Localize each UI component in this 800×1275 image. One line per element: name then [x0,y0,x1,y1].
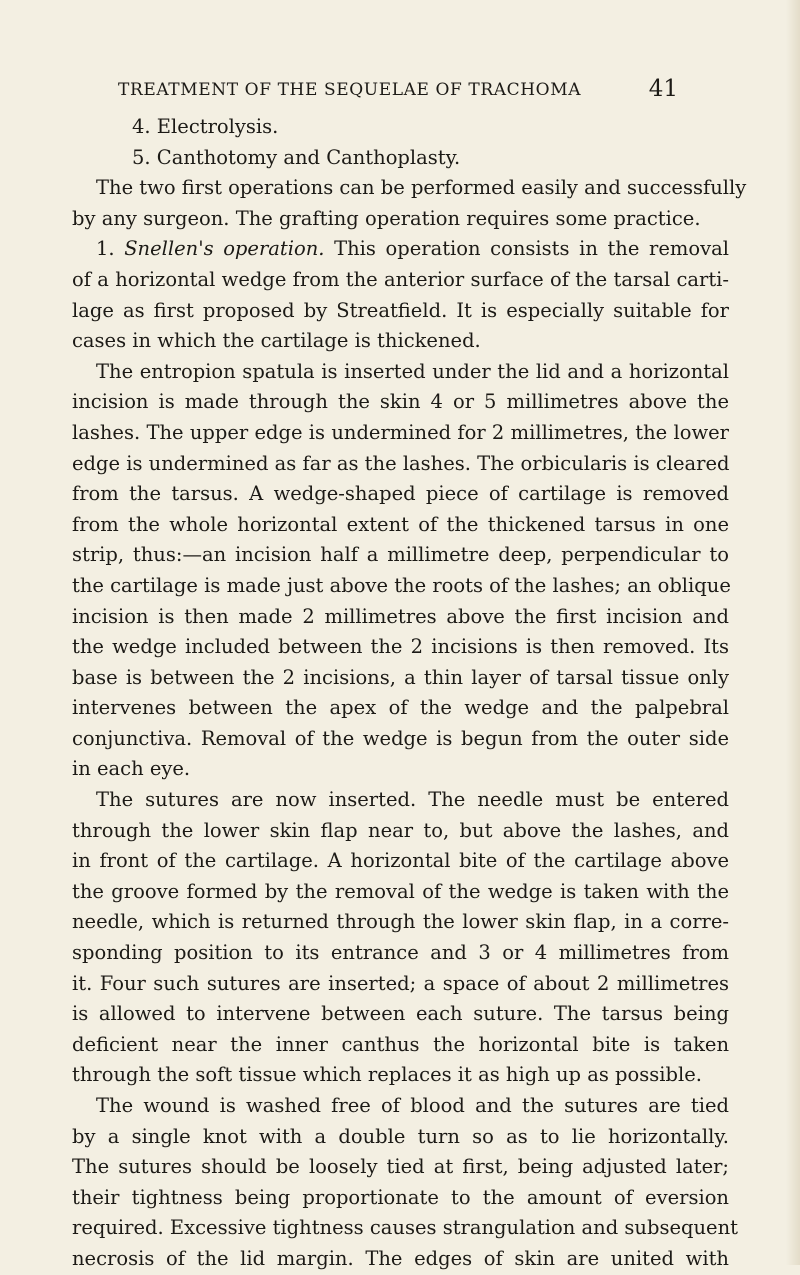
paragraph-line: strip, thus:—an incision half a millimetre deep, perpendicular to [72,543,729,567]
paragraph-line: incision is made through the skin 4 or 5 millimetres above the [72,390,729,414]
paragraph-line: it. Four such sutures are inserted; a space of about 2 millimetres [72,971,729,995]
page-edge-shading [786,0,800,1265]
list-item-electrolysis: 4. Electrolysis. [132,115,279,138]
paragraph-line: deficient near the inner canthus the horizontal bite is taken [72,1032,729,1056]
section-heading-snellen: Snellen's operation. [124,237,325,261]
paragraph-line: incision is then made 2 millimetres above the first incision and [72,604,729,628]
paragraph-line: is allowed to intervene between each suture. The tarsus being [72,1002,729,1026]
paragraph-line: The two first operations can be performed easily and successfully [96,176,747,200]
paragraph-line: intervenes between the apex of the wedge and the palpebral [72,696,729,720]
paragraph-line: in front of the cartilage. A horizontal bite of the cartilage above [72,849,729,873]
paragraph-line: The entropion spatula is inserted under the lid and a horizontal [96,359,729,383]
paragraph-line: the wedge included between the 2 incisions is then removed. Its [72,635,729,659]
paragraph-line: by any surgeon. The grafting operation requires some practice. [72,206,701,230]
paragraph-line: through the lower skin flap near to, but above the lashes, and [72,818,729,842]
paragraph-line: required. Excessive tightness causes strangulation and subsequent [72,1216,738,1240]
paragraph-line: The sutures should be loosely tied at first, being adjusted later; [72,1155,729,1179]
paragraph-line: base is between the 2 incisions, a thin layer of tarsal tissue only [72,665,729,689]
paragraph-line: sponding position to its entrance and 3 or 4 millimetres from [72,941,729,965]
paragraph-line: in each eye. [72,757,191,781]
paragraph-line: from the whole horizontal extent of the thickened tarsus in one [72,512,729,536]
paragraph-line: edge is undermined as far as the lashes. The orbicularis is cleared [72,451,730,475]
paragraph-line: The wound is washed free of blood and the sutures are tied [96,1094,729,1117]
paragraph-line: needle, which is returned through the lower skin flap, in a corre- [72,910,729,934]
paragraph-line: lage as first proposed by Streatfield. It is especially suitable for [72,298,729,322]
paragraph-line: The sutures are now inserted. The needle must be entered [96,788,729,812]
page-number: 41 [648,76,678,102]
running-head [118,78,678,108]
section-number: 1. [96,237,125,261]
paragraph-line: necrosis of the lid margin. The edges of skin are united with [72,1246,729,1270]
paragraph-line: through the soft tissue which replaces it as high up as possible. [72,1063,702,1087]
section-heading-rest: This operation consists in the removal [324,237,729,261]
paragraph-line: the groove formed by the removal of the wedge is taken with the [72,879,729,903]
paragraph-line: their tightness being proportionate to the amount of eversion [72,1185,729,1209]
paragraph-line: of a horizontal wedge from the anterior surface of the tarsal carti- [72,267,729,291]
paragraph-line: by a single knot with a double turn so as to lie horizontally. [72,1124,729,1148]
paragraph-line: lashes. The upper edge is undermined for 2 millimetres, the lower [72,420,729,444]
paragraph-line: from the tarsus. A wedge-shaped piece of cartilage is removed [72,482,729,506]
body-text [72,112,747,1275]
paragraph-line: the cartilage is made just above the roots of the lashes; an oblique [72,573,731,597]
paragraph-line: cases in which the cartilage is thickened. [72,329,481,353]
running-title: TREATMENT OF THE SEQUELAE OF TRACHOMA [118,80,582,100]
paragraph-line: conjunctiva. Removal of the wedge is begun from the outer side [72,726,729,750]
list-item-canthotomy: 5. Canthotomy and Canthoplasty. [132,145,461,169]
section-heading-line [72,234,729,265]
